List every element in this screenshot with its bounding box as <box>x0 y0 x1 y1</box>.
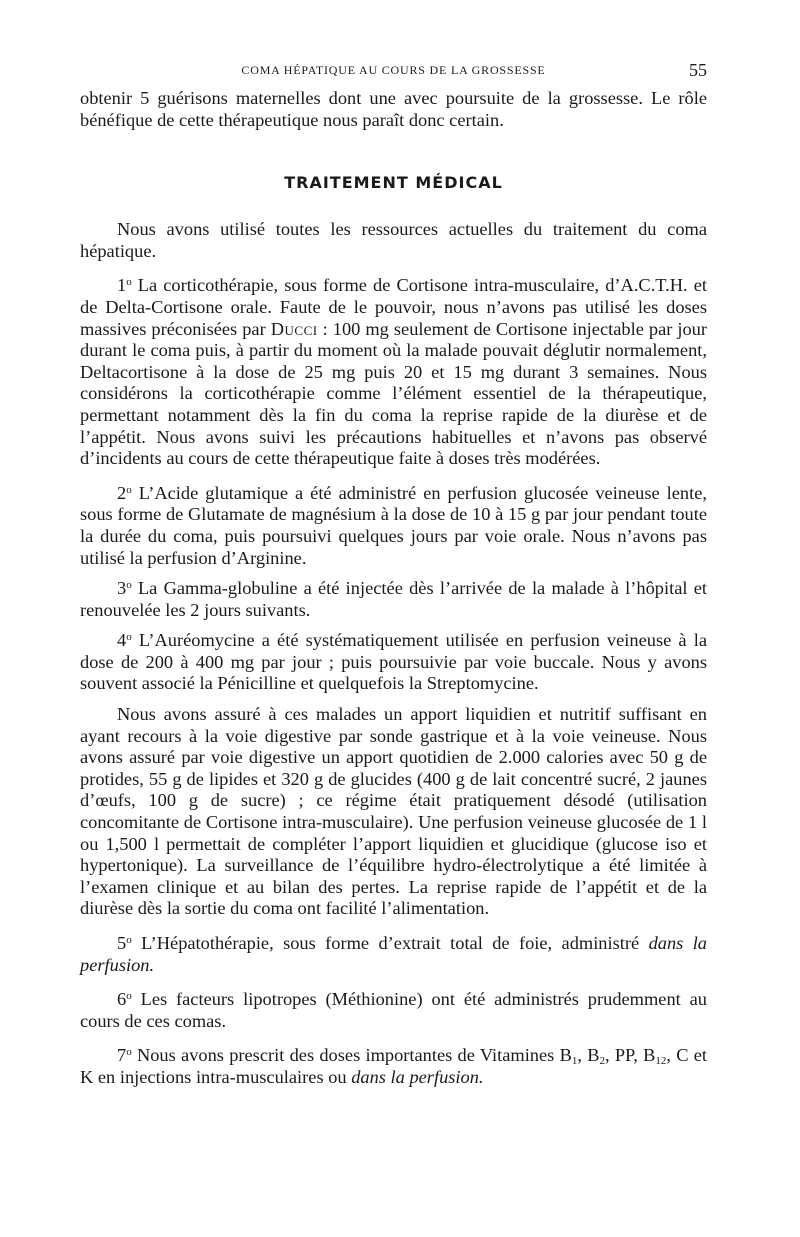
item-1-number: 1 <box>117 275 127 296</box>
item-5-ordinal: o <box>126 934 132 946</box>
running-title: COMA HÉPATIQUE AU COURS DE LA GROSSESSE <box>241 63 546 77</box>
item-7-ordinal: o <box>126 1046 132 1059</box>
item-6-ordinal: o <box>126 990 132 1003</box>
item-3-text: La Gamma-globuline a été injectée dès l’arrivée de la malade à l’hôpital et renouvelée les 2 jours suivants. <box>80 578 707 620</box>
item-5-number: 5 <box>117 933 127 953</box>
nutrition-paragraph: Nous avons assuré à ces malades un apport liquidien et nutritif suffisant en ayant recours à la voie digestive par sonde gastrique et à la voie veineuse. Nous avons assuré par voie digestive un apport quotidien de 2.000 calories avec 50 g de protides, 55 g de lipides et 320 g de glucides (400 g de lait concentré sucré, 2 jaunes d’œufs, 100 g de sucre) ; ce régime était pratiquement désodé (utilisation concomitante de Cortisone intra-musculaire). Une perfusion veineuse glucosée de 1 l ou 1,500 l permettait de compléter l’apport liquidien et glucidique (glucose iso et hypertonique). La surveillance de l’équilibre hydro-électrolytique a été limitée à l’examen clinique et au bilan des pertes. La reprise rapide de l’appétit et de la diurèse dès la sortie du coma ont facilité l’alimentation. <box>80 704 707 919</box>
item-7-text-d: , C et K en injections intra-musculaires ou <box>80 1045 707 1087</box>
item-3-paragraph <box>80 578 707 621</box>
item-7-paragraph <box>80 1045 707 1088</box>
item-5-italic: dans la perfusion. <box>80 933 707 975</box>
opening-paragraph: obtenir 5 guérisons maternelles dont une avec poursuite de la grossesse. Le rôle bénéfique de cette thérapeutique nous paraît donc certain. <box>80 88 707 130</box>
item-7-text-b: , B <box>577 1045 600 1066</box>
item-5-text: L’Hépatothérapie, sous forme d’extrait total de foie, administré <box>131 933 649 953</box>
author-name: Ducci <box>270 318 318 339</box>
item-1-text-b: : 100 mg seulement de Cortisone injectable par jour durant le coma puis, à partir du moment où la malade pouvait déglutir normalement, Deltacortisone à la dose de 25 mg puis 20 et 15 mg durant 3 semaines. Nous considérons la corticothérapie comme l’élément essentiel de la thérapeutique, permettant notamment dès la fin du coma la reprise rapide de la diurèse et de l’appétit. Nous avons suivi les précautions habituelles et n’avons pas observé d’incidents au cours de cette thérapeutique faite à doses très modérées. <box>80 318 708 469</box>
item-4-ordinal: o <box>126 631 132 644</box>
item-4-text: L’Auréomycine a été systématiquement utilisée en perfusion veineuse à la dose de 200 à 400 mg par jour ; puis poursuivie par voie buccale. Nous y avons souvent associé la Pénicilline et quelquefois la Streptomycine. <box>80 630 707 694</box>
item-7-number: 7 <box>117 1045 127 1066</box>
item-6-number: 6 <box>117 989 127 1010</box>
intro-paragraph: Nous avons utilisé toutes les ressources actuelles du traitement du coma hépatique. <box>80 219 707 261</box>
item-4-number: 4 <box>117 630 127 651</box>
item-3-number: 3 <box>117 578 127 599</box>
item-2-number: 2 <box>117 482 127 503</box>
page-number: 55 <box>689 60 707 80</box>
item-3-ordinal: o <box>126 579 132 592</box>
item-1-paragraph <box>80 275 707 469</box>
section-title: TRAITEMENT MÉDICAL <box>284 173 503 193</box>
item-6-paragraph <box>80 989 707 1032</box>
item-7-italic: dans la perfusion. <box>351 1066 484 1087</box>
item-6-text: Les facteurs lipotropes (Méthionine) ont été administrés prudemment au cours de ces comas. <box>80 989 707 1031</box>
item-7-text-a: Nous avons prescrit des doses importantes de Vitamines B <box>131 1045 572 1066</box>
item-4-paragraph <box>80 630 707 695</box>
body-text <box>80 88 707 1089</box>
vitamin-b1-subscript: 1 <box>571 1055 578 1068</box>
item-2-text: L’Acide glutamique a été administré en perfusion glucosée veineuse lente, sous forme de Glutamate de magnésium à la dose de 10 à 15 g par jour pendant toute la durée du coma, puis poursuivi quelques jours par voie orale. Nous n’avons pas utilisé la perfusion d’Arginine. <box>80 482 707 568</box>
item-7-text-c: , PP, B <box>604 1045 656 1066</box>
item-1-text-a: La corticothérapie, sous forme de Cortisone intra-musculaire, d’A.C.T.H. et de Delta-Cortisone orale. Faute de le pouvoir, nous n’avons pas utilisé les doses massives préconisées par <box>80 275 707 339</box>
vitamin-b2-subscript: 2 <box>599 1055 605 1068</box>
page-header <box>80 60 707 82</box>
item-5-paragraph <box>80 933 707 976</box>
item-1-ordinal: o <box>126 276 132 289</box>
item-2-paragraph <box>80 483 707 569</box>
vitamin-b12-subscript: 12 <box>655 1055 667 1068</box>
item-2-ordinal: o <box>126 483 132 496</box>
